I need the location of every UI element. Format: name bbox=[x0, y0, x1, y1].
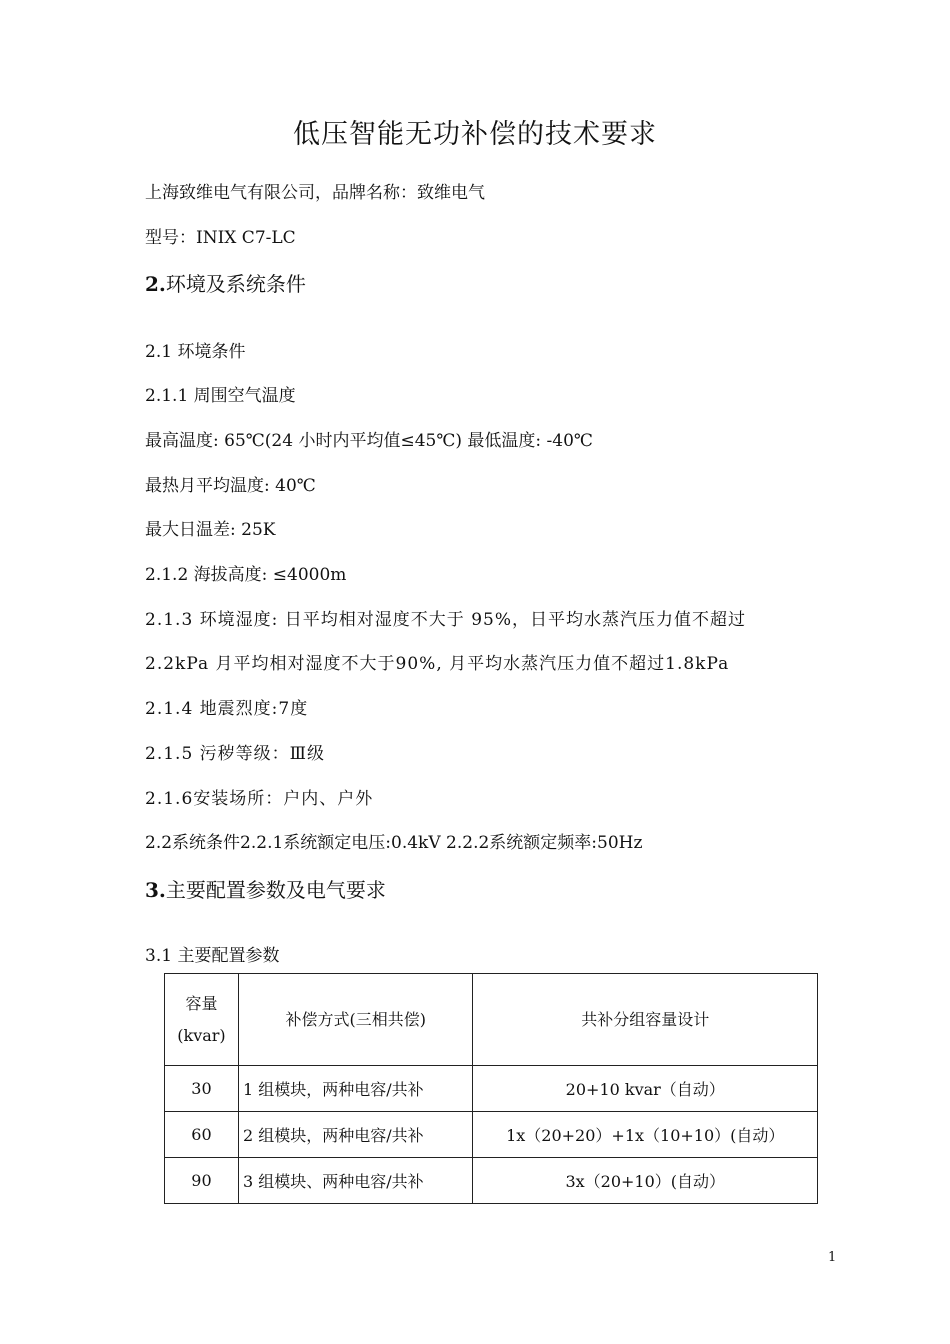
cell-design: 3x（20+10）(自动） bbox=[473, 1158, 818, 1204]
altitude: 2.1.2 海拔高度: ≤4000m bbox=[145, 565, 347, 585]
cell-capacity: 30 bbox=[165, 1066, 239, 1112]
model-line: 型号：INIX C7-LC bbox=[145, 228, 296, 248]
section-2-heading bbox=[145, 270, 306, 298]
table-header-row bbox=[165, 974, 818, 1066]
table-row bbox=[165, 1066, 818, 1112]
document-title: 低压智能无功补偿的技术要求 bbox=[293, 119, 657, 150]
section-2-1-1: 2.1.1 周围空气温度 bbox=[145, 386, 296, 406]
hottest-month-temperature: 最热月平均温度: 40℃ bbox=[145, 476, 316, 496]
section-3-number: 3. bbox=[145, 878, 166, 902]
pollution-level: 2.1.5 污秽等级：Ⅲ级 bbox=[145, 744, 326, 764]
installation-site: 2.1.6安装场所：户内、户外 bbox=[145, 789, 374, 809]
cell-method: 3 组模块、两种电容/共补 bbox=[238, 1158, 473, 1204]
config-parameters-table bbox=[164, 973, 818, 1204]
company-line: 上海致维电气有限公司，品牌名称：致维电气 bbox=[145, 183, 485, 203]
cell-method: 2 组模块，两种电容/共补 bbox=[238, 1112, 473, 1158]
humidity-line-2: 2.2kPa 月平均相对湿度不大于90%, 月平均水蒸汽压力值不超过1.8kPa bbox=[145, 654, 730, 674]
page-number: 1 bbox=[828, 1250, 837, 1265]
system-conditions: 2.2系统条件2.2.1系统额定电压:0.4kV 2.2.2系统额定频率:50Hz bbox=[145, 833, 643, 853]
section-2-title: 环境及系统条件 bbox=[165, 272, 306, 296]
table-row bbox=[165, 1158, 818, 1204]
cell-method: 1 组模块，两种电容/共补 bbox=[238, 1066, 473, 1112]
section-3-title: 主要配置参数及电气要求 bbox=[165, 878, 386, 902]
daily-temperature-difference: 最大日温差: 25K bbox=[145, 520, 276, 540]
humidity-line-1: 2.1.3 环境湿度: 日平均相对湿度不大于 95%，日平均水蒸汽压力值不超过 bbox=[145, 610, 746, 630]
cell-capacity: 60 bbox=[165, 1112, 239, 1158]
max-temperature: 最高温度: 65℃(24 小时内平均值≤45℃) 最低温度: -40℃ bbox=[145, 431, 593, 451]
header-design: 共补分组容量设计 bbox=[473, 974, 818, 1066]
header-capacity-unit: (kvar) bbox=[177, 1025, 226, 1045]
section-3-1: 3.1 主要配置参数 bbox=[145, 946, 280, 966]
header-capacity-label: 容量 bbox=[185, 993, 218, 1013]
section-2-number: 2. bbox=[145, 272, 166, 296]
header-capacity bbox=[165, 974, 239, 1066]
section-2-1: 2.1 环境条件 bbox=[145, 342, 246, 362]
seismic-intensity: 2.1.4 地震烈度:7度 bbox=[145, 699, 309, 719]
table-row bbox=[165, 1112, 818, 1158]
cell-design: 20+10 kvar（自动） bbox=[473, 1066, 818, 1112]
section-3-heading bbox=[145, 876, 386, 904]
cell-capacity: 90 bbox=[165, 1158, 239, 1204]
cell-design: 1x（20+20）+1x（10+10）(自动） bbox=[473, 1112, 818, 1158]
header-method: 补偿方式(三相共偿) bbox=[238, 974, 473, 1066]
